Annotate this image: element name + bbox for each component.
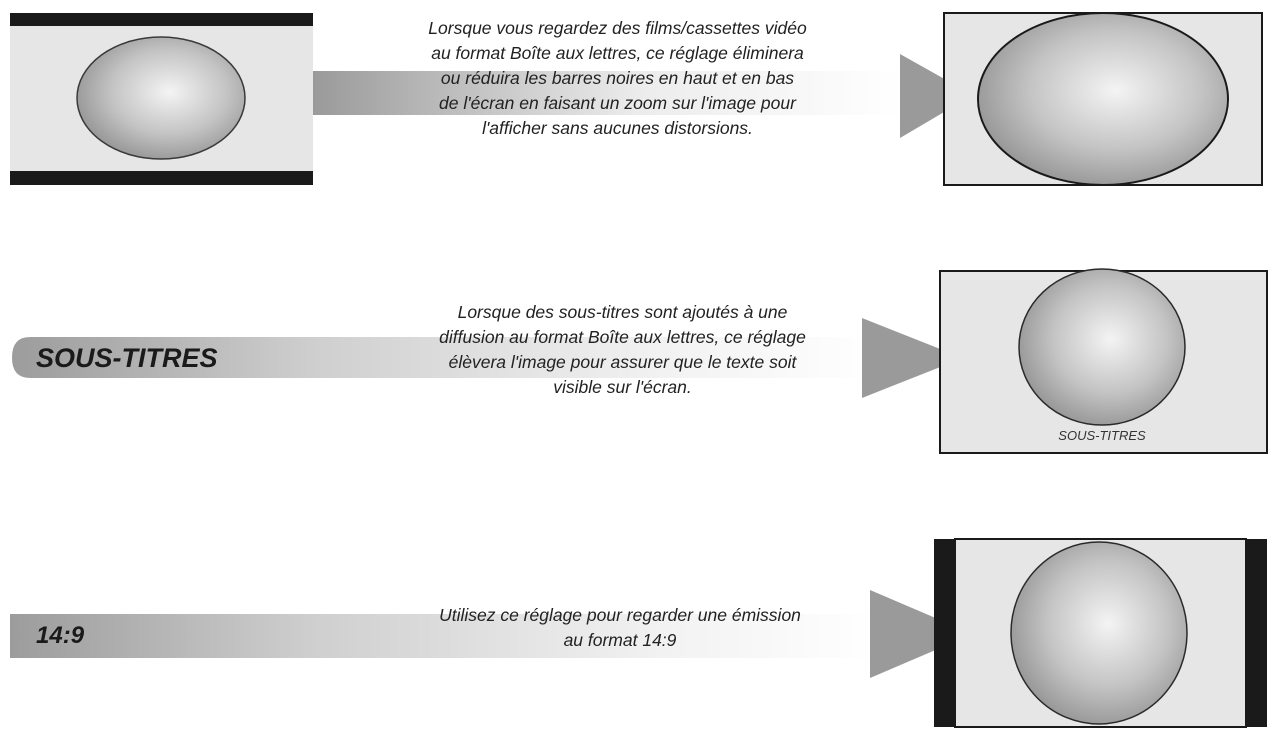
row-1-source-screen [10,13,313,185]
fourteen-nine-picture-circle [1011,542,1187,724]
bottom-black-bar [10,171,313,185]
description-line: ou réduira les barres noires en haut et en bas [440,68,795,88]
raised-picture-circle [1019,269,1185,425]
description-line: Lorsque des sous-titres sont ajoutés à une [457,302,788,322]
row-2-result-screen [940,269,1267,453]
description-line: l'afficher sans aucunes distorsions. [482,118,753,138]
row-3-label: 14:9 [36,622,85,649]
description-line: Lorsque vous regardez des films/cassettes vidéo [428,18,807,38]
row-2-description [360,300,885,400]
description-line: élèvera l'image pour assurer que le texte soit [448,352,797,372]
screen-caption: SOUS-TITRES [1058,428,1146,443]
description-line: diffusion au format Boîte aux lettres, ce réglage [439,327,806,347]
left-black-bar [934,539,955,727]
row-3-description [360,603,880,653]
description-line: Utilisez ce réglage pour regarder une émission [439,605,801,625]
row-1-result-screen [944,13,1262,185]
description-line: au format Boîte aux lettres, ce réglage éliminera [431,43,804,63]
zoomed-picture-ellipse [978,13,1228,185]
row-3-result-screen [934,539,1267,727]
description-line: au format 14:9 [563,630,677,650]
description-line: de l'écran en faisant un zoom sur l'image pour [439,93,796,113]
row-1-description [345,16,890,141]
row-2-label: SOUS-TITRES [36,343,218,373]
description-line: visible sur l'écran. [553,377,692,397]
right-black-bar [1246,539,1267,727]
source-picture-ellipse [77,37,245,159]
top-black-bar [10,13,313,26]
